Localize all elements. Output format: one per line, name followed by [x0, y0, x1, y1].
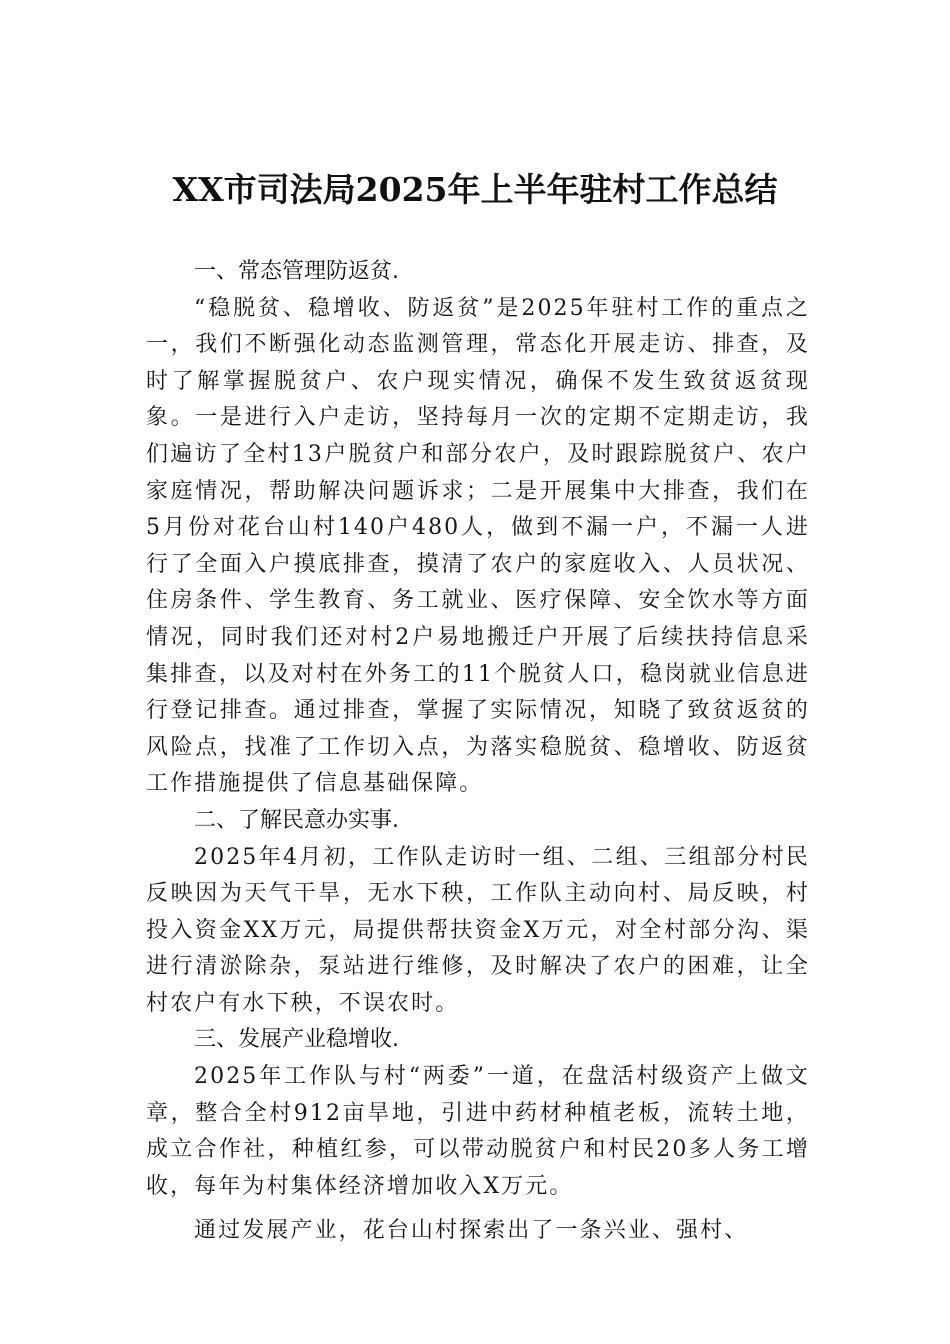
section-heading-1: 一、常态管理防返贫. — [194, 259, 399, 284]
section-heading-3: 三、发展产业稳增收. — [194, 1027, 399, 1053]
document-title: XX市司法局2025年上半年驻村工作总结 — [172, 170, 778, 209]
section-heading-2: 二、了解民意办实事. — [194, 807, 399, 833]
section-2-paragraph: 2025年4月初，工作队走访时一组、二组、三组部分村民反映因为天气干旱，无水下秧，工作队主动向村、局反映，村投入资金XX万元，局提供帮扶资金X万元，对全村部分沟、渠进行清淤除杂，泵站进行维修，及时解决了农户的困难，让全村农户有水下秧，不误农时。 — [146, 844, 810, 1016]
trailing-paragraph: 通过发展产业，花台山村探索出了一条兴业、强村、 — [194, 1218, 749, 1244]
document-body — [146, 254, 810, 1250]
paragraph-gap — [146, 1205, 810, 1213]
section-1-paragraph: “稳脱贫、稳增收、防返贫”是2025年驻村工作的重点之一，我们不断强化动态监测管理，常态化开展走访、排查，及时了解掌握脱贫户、农户现实情况，确保不发生致贫返贫现象。一是进行入户走访，坚持每月一次的定期不定期走访，我们遍访了全村13户脱贫户和部分农户，及时跟踪脱贫户、农户家庭情况，帮助解决问题诉求；二是开展集中大排查，我们在5月份对花台山村140户480人，做到不漏一户，不漏一人进行了全面入户摸底排查，摸清了农户的家庭收入、人员状况、住房条件、学生教育、务工就业、医疗保障、安全饮水等方面情况，同时我们还对村2户易地搬迁户开展了后续扶持信息采集排查，以及对村在外务工的11个脱贫人口，稳岗就业信息进行登记排查。通过排查，掌握了实际情况，知晓了致贫返贫的风险点，找准了工作切入点，为落实稳脱贫、稳增收、防返贫工作措施提供了信息基础保障。 — [146, 295, 810, 797]
section-3-paragraph: 2025年工作队与村“两委”一道，在盘活村级资产上做文章，整合全村912亩旱地，引进中药材种植老板，流转土地，成立合作社，种植红参，可以带动脱贫户和村民20多人务工增收，每年为村集体经济增加收入X万元。 — [146, 1064, 810, 1199]
